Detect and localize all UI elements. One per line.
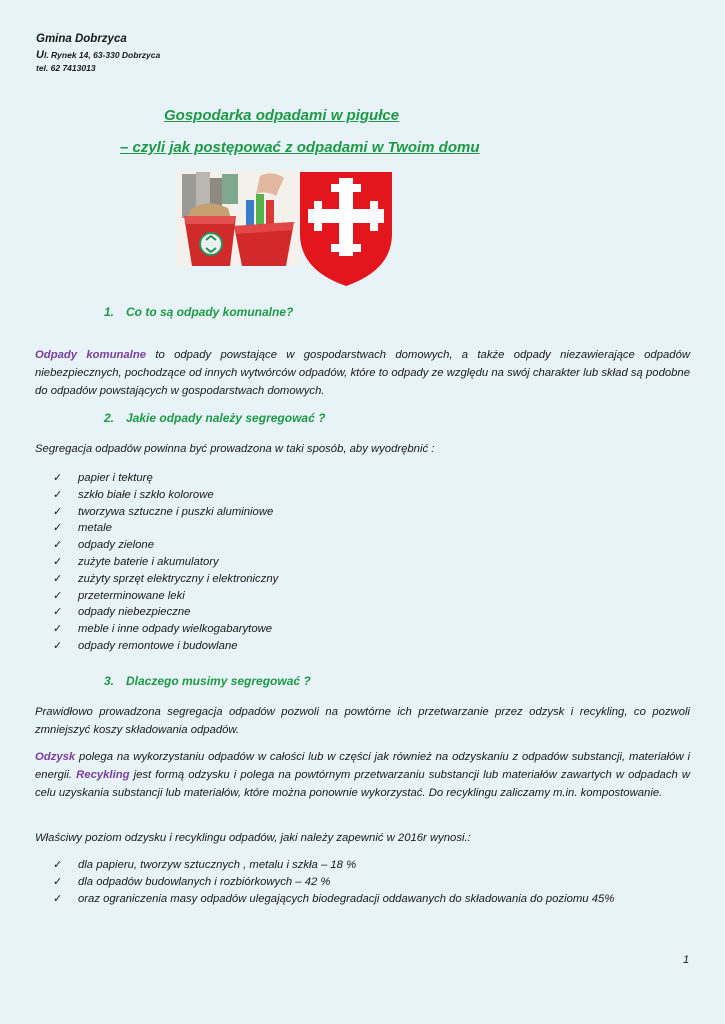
list-item-text: zużyte baterie i akumulatory: [78, 555, 219, 568]
keyword-recykling: Recykling: [76, 769, 130, 781]
list-item: [53, 638, 278, 655]
list-item-text: papier i tekturę: [78, 472, 153, 484]
org-name: Gmina Dobrzyca: [36, 33, 127, 45]
list-item: [53, 554, 278, 571]
list-item: [53, 537, 278, 554]
address-rest: l. Rynek 14, 63-330 Dobrzyca: [43, 50, 161, 60]
list-item: [53, 621, 278, 638]
keyword-odzysk: Odzysk: [35, 751, 76, 763]
checkmark-icon: ✓: [53, 859, 63, 871]
list-item: [53, 588, 278, 605]
checkmark-icon: ✓: [53, 572, 63, 585]
section-3-paragraph-1: Prawidłowo prowadzona segregacja odpadów pozwoli na powtórne ich przetwarzanie przez odzysk i recykling, co pozwoli zmniejszyć koszy składowania odpadów.: [35, 706, 690, 736]
waste-categories-list: [53, 470, 278, 655]
coat-of-arms-image: [296, 170, 396, 288]
recykling-text: jest formą odzysku i polega na powtórnym przetwarzaniu substancji lub materiałów zawartych w odpadach w celu uzyskania substancji lub materiałów, które można ponownie wykorzystać. Do recyklingu zaliczamy m.in. kompostowanie.: [35, 769, 690, 799]
section-3-paragraph-2: [35, 748, 690, 802]
list-item-text: zużyty sprzęt elektryczny i elektroniczny: [78, 572, 279, 585]
header-block: [36, 33, 160, 75]
section-2-title: Jakie odpady należy segregować ?: [126, 411, 326, 425]
list-item-text: przeterminowane leki: [78, 589, 185, 602]
list-item: [53, 520, 278, 537]
checkmark-icon: ✓: [53, 539, 63, 552]
section-3-number: 3.: [104, 674, 115, 688]
list-item: [53, 470, 278, 487]
list-item-text: dla papieru, tworzyw sztucznych , metalu i szkła – 18 %: [78, 859, 357, 871]
checkmark-icon: ✓: [53, 505, 63, 518]
page-number: 1: [683, 954, 690, 966]
section-3-title: Dlaczego musimy segregować ?: [126, 674, 311, 688]
main-title: Gospodarka odpadami w pigułce: [164, 107, 400, 124]
list-item: [53, 891, 614, 908]
list-item-text: odpady zielone: [78, 539, 155, 552]
org-address: [36, 49, 160, 62]
section-3-paragraph-3: Właściwy poziom odzysku i recyklingu odpadów, jaki należy zapewnić w 2016r wynosi.:: [35, 832, 471, 844]
list-item-text: meble i inne odpady wielkogabarytowe: [78, 623, 273, 636]
list-item: [53, 487, 278, 504]
checkmark-icon: ✓: [53, 892, 63, 905]
checkmark-icon: ✓: [53, 606, 63, 619]
list-item: [53, 571, 278, 588]
section-1-paragraph: [35, 346, 690, 400]
keyword-odpady-komunalne: Odpady komunalne: [35, 349, 147, 361]
address-initial: U: [36, 49, 44, 61]
org-phone: tel. 62 7413013: [36, 63, 96, 73]
section-2-number: 2.: [104, 411, 115, 425]
subtitle: – czyli jak postępować z odpadami w Twoim domu: [120, 139, 480, 156]
checkmark-icon: ✓: [53, 472, 63, 484]
list-item-text: szkło białe i szkło kolorowe: [78, 488, 214, 501]
section-1-number: 1.: [104, 305, 115, 319]
section-2-heading: [104, 411, 325, 425]
section-1-title: Co to są odpady komunalne?: [126, 305, 294, 319]
section-2-intro: Segregacja odpadów powinna być prowadzona w taki sposób, aby wyodrębnić :: [35, 443, 435, 455]
list-item-text: dla odpadów budowlanych i rozbiórkowych – 42 %: [78, 875, 331, 888]
list-item: [53, 604, 278, 621]
list-item-text: odpady niebezpieczne: [78, 606, 191, 619]
checkmark-icon: ✓: [53, 488, 63, 501]
section-3-heading: [104, 674, 311, 688]
checkmark-icon: ✓: [53, 875, 63, 888]
checkmark-icon: ✓: [53, 639, 63, 652]
odzysk-text: polega na wykorzystaniu odpadów w całości lub w części jak również na odzyskaniu z odpadów substancji, materiałów i energii.: [35, 751, 690, 781]
list-item-text: tworzywa sztuczne i puszki aluminiowe: [78, 505, 274, 518]
list-item: [53, 874, 614, 891]
list-item-text: odpady remontowe i budowlane: [78, 639, 238, 652]
checkmark-icon: ✓: [53, 522, 63, 535]
checkmark-icon: ✓: [53, 589, 63, 602]
recycling-bins-image: [176, 170, 300, 266]
list-item-text: metale: [78, 522, 112, 535]
list-item: [53, 857, 614, 874]
section-1-heading: [104, 305, 293, 319]
list-item-text: oraz ograniczenia masy odpadów ulegających biodegradacji oddawanych do składowania do poziomu 45%: [78, 892, 615, 905]
section-1-text: to odpady powstające w gospodarstwach domowych, a także odpady niezawierające odpadów niebezpiecznych, pochodzące od innych wytwórców odpadów, które to odpady ze względu na swój charakter lub skład są podobne do odpadów powstających w gospodarstwach domowych.: [35, 349, 691, 397]
list-item: [53, 504, 278, 521]
checkmark-icon: ✓: [53, 623, 63, 636]
recovery-levels-list: [53, 857, 614, 907]
checkmark-icon: ✓: [53, 555, 63, 568]
